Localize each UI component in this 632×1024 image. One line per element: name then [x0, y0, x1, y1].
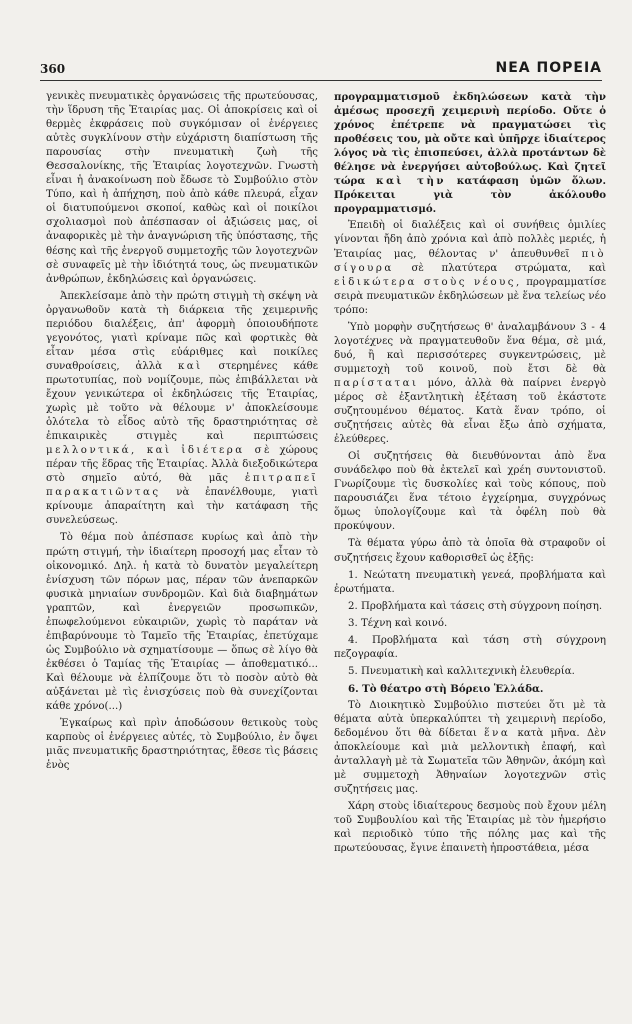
paragraph: Ἐπειδὴ οἱ διαλέξεις καὶ οἱ συνήθεις ὁμιλίες γίνονται ἤδη ἀπὸ χρόνια καὶ ἀπὸ πολλὲς μεριές, ἡ Ἑταιρίας μας, θέλοντας ν' ἀπευθυνθεῖ πιὸ σίγουρα σὲ πλατύτερα στρώματα, καὶ εἰδικώτερα στοὺς νέους, προγραμματίσε σειρὰ πνευματικῶν ἐκδηλώσεων μὲ ἕνα τελείως νέο τρόπο:	[334, 220, 606, 316]
paragraph: Τὸ θέμα ποὺ ἀπέσπασε κυρίως καὶ ἀπὸ τὴν πρώτη στιγμή, τὴν ἰδιαίτερη προσοχή μας εἶταν τὸ οἰκονομικό. Δηλ. ἡ κατὰ τὸ δυνατὸν μεγαλείτερη ἐνίσχυση τῶν πόρων μας, πέραν τῶν ἀνεπαρκῶν φυσικὰ μηνιαίων συνδρομῶν. Καὶ διὰ διαβημάτων γραπτῶν, καὶ ἐνεργειῶν προσωπικῶν, ἐπωφελούμενοι εὐκαιριῶν, χωρὶς τὸ παράταν νὰ ἐπιβαρύνουμε τὸ Ταμεῖο τῆς Ἑταιρίας, ἐπετύχαμε ὡς Συμβούλιο νὰ σχηματίσουμε — ὅπως σὲ λίγο θὰ ἐκθέσει ὁ Ταμίας τῆς Ἑταιρίας — ἀποθεματικό... Καὶ θέλουμε νὰ ἐλπίζουμε ὅτι τὸ ποσὸν αὐτὸ θὰ αὐξάνεται μὲ τὶς ἐνισχύσεις ποὺ θὰ συνεχίζονται κάθε χρόνο(...)	[46, 532, 318, 713]
spaced-text: μελλοντικά, καὶ ἰδιέτερα σὲ	[46, 445, 272, 457]
paragraph: Χάρη στοὺς ἰδιαίτερους δεσμοὺς ποὺ ἔχουν μέλη τοῦ Συμβουλίου καὶ τῆς Ἑταιρίας μὲ τὸν ἡμερήσιο καὶ περιοδικὸ τύπο τῆς πόλης μας καὶ τῆς πρωτεύουσας, ἔγινε ἐπαινετὴ ἠπροστάθεια, μέσα	[334, 801, 606, 855]
paragraph: Οἱ συζητήσεις θὰ διευθύνονται ἀπὸ ἕνα συνάδελφο ποὺ θὰ ἐκτελεῖ καὶ χρέη συντονιστοῦ. Γνωρίζουμε τὶς δυσκολίες καὶ τοὺς κόπους, ποὺ παρουσιάζει ἕνα τέτοιο ἐγχείρημα, συγχρόνως ὅμως ὑπολογίζουμε καὶ τὰ ὀφέλη ποὺ θὰ προκύψουν.	[334, 451, 606, 533]
left-column	[46, 90, 318, 1010]
paragraph: Τὸ Διοικητικὸ Συμβούλιο πιστεύει ὅτι μὲ τὰ θέματα αὐτὰ ὑπερκαλύπτει τὴ χειμερινὴ περίοδο, δεδομένου ὅτι θὰ δίδεται ἕνα κατὰ μῆνα. Δὲν ἀποκλείουμε καὶ μιὰ μελλοντικὴ ἐπαφή, καὶ ἀνταλλαγὴ μὲ τὰ Σωματεῖα τῶν Ἀθηνῶν, ἀκόμη καὶ μὲ συμμετοχὴ Ἀθηναίων λογοτεχνῶν στὶς συζητήσεις μας.	[334, 699, 606, 796]
list-item: 1. Νεώτατη πνευματικὴ γενεά, προβλήματα καὶ ἐρωτήματα.	[334, 569, 606, 595]
list-item: 3. Τέχνη καὶ κοινό.	[348, 617, 448, 629]
list-item: 6. Τὸ θέατρο στὴ Βόρειο Ἑλλάδα.	[348, 682, 544, 695]
spaced-text: καὶ	[177, 360, 203, 372]
page-header	[40, 56, 602, 76]
journal-title: ΝΕΑ ΠΟΡΕΙΑ	[495, 60, 602, 76]
paragraph: Ἐγκαίρως καὶ πρὶν ἀποδώσουν θετικοὺς τοὺς καρποὺς οἱ ἐνέργειες αὐτές, τὸ Συμβούλιο, ἐν ὄψει μιᾶς πνευματικῆς δραστηριότητας, ἔθεσε τὶς βάσεις ἑνὸς	[46, 718, 318, 772]
header-rule	[40, 80, 602, 81]
paragraph: γενικὲς πνευματικὲς ὀργανώσεις τῆς πρωτεύουσας, τὴν ἵδρυση τῆς Ἑταιρίας μας. Οἱ ἀποκρίσεις καὶ οἱ θερμὲς ἐκφράσεις ποὺ συγκόμισαν οἱ ἐνέργειες αὐτὲς συγκλίνουν στὴν εὐχάριστη διαπίστωση τῆς παρουσίας στὴν πνευματικὴ ζωὴ τῆς Θεσσαλονίκης, τῆς Ἑταιρίας λογοτεχνῶν. Γνωστὴ εἶναι ἡ ἀνακοίνωση ποὺ ἔδωσε τὸ Συμβούλιο στὸν Τύπο, καὶ ἡ ἀπήχηση, ποὺ ἀπὸ κάθε πλευρά, εἶχαν οἱ διατυπούμενοι σκοποί, καθὼς καὶ οἱ ποικίλοι σχολιασμοὶ ποὺ ἀπέσπασαν οἱ ἀξιώσεις μας, οἱ ἀναφορικὲς μὲ τὴν ἀναγνώριση τῆς ὑπόστασης, τῆς θέσης καὶ τῆς ἐνεργοῦ συμμετοχῆς τῶν λογοτεχνῶν σὲ συναφεῖς μὲ τὴν ἰδιότητά τους, ὡς πνευματικῶν ἀνθρώπων, ἐκδηλώσεις καὶ ὀργανώσεις.	[46, 91, 318, 285]
list-item: 5. Πνευματικὴ καὶ καλλιτεχνικὴ ἐλευθερία.	[348, 665, 575, 677]
right-column	[334, 90, 606, 1010]
list-item: 4. Προβλήματα καὶ τάση στὴ σύγχρονη πεζογραφία.	[334, 634, 606, 660]
paragraph: Τὰ θέματα γύρω ἀπὸ τὰ ὁποῖα θὰ στραφοῦν οἱ συζητήσεις ἔχουν καθορισθεῖ ὡς ἑξῆς:	[334, 538, 606, 564]
spaced-text: εἰδικώτερα στοὺς νέους,	[334, 276, 522, 288]
spaced-text: παρίσταται	[334, 377, 419, 389]
paragraph: Ὑπὸ μορφὴν συζητήσεως θ' ἀναλαμβάνουν 3 - 4 λογοτέχνες νὰ πραγματευθοῦν ἕνα θέμα, σὲ μιά, δυό, ἢ καὶ περισσότερες συγκεντρώσεις, μὲ συμμετοχὴ τοῦ κοινοῦ, ποὺ ἔτσι δὲ θὰ παρίσταται μόνο, ἀλλὰ θὰ παίρνει ἐνεργὸ μέρος σὲ ἐξαντλητικὴ ἐξέταση τοῦ ἑκάστοτε συζητουμένου θέματος. Κατὰ ἕναν τρόπο, οἱ συζητήσεις αὐτὲς θὰ εἶναι ἔξω ἀπὸ σχήματα, ἐλεύθερες.	[334, 321, 606, 446]
text-columns	[46, 90, 606, 1010]
spaced-text: καὶ τὴν	[375, 175, 446, 188]
paragraph: Ἀπεκλείσαμε ἀπὸ τὴν πρώτη στιγμὴ τὴ σκέψη νὰ ὀργανωθοῦν κατὰ τὴ διάρκεια τῆς χειμερινῆς περιόδου διαλέξεις, ἀπ' ἀφορμὴ ὁποιουδήποτε γεγονότος, γιατὶ κρίναμε πῶς καὶ φορτικὲς θὰ εἶταν μέσα στὶς εὐάριθμες καὶ ποικίλες συναθροίσεις, ἀλλὰ καὶ στερημένες κάθε πρωτοτυπίας, ποὺ νομίζουμε, πὼς ἐπιβάλλεται νὰ ἔχουν γενικώτερα οἱ ἐκδηλώσεις τῆς Ἑταιρίας, χωρὶς μὲ τοῦτο νὰ θέλουμε ν' ἀποκλείσουμε ὁλότελα τὸ εἶδος αὐτὸ τῆς δραστηριότητας σὲ ἐπικαιρικὲς στιγμὲς καὶ περιπτώσεις μελλοντικά, καὶ ἰδιέτερα σὲ χώρους πέραν τῆς ἕδρας τῆς Ἑταιρίας. Ἀλλὰ διεξοδικώτερα στὸ σημεῖο αὐτό, θὰ μᾶς ἐπιτραπεῖ παρακατιῶντας νὰ ἐπανέλθουμε, γιατὶ κρίνουμε ἀπαραίτητη καὶ τὴν κατάφαση τῆς συνελεύσεως.	[46, 290, 318, 527]
list-item: 2. Προβλήματα καὶ τάσεις στὴ σύγχρονη ποίηση.	[348, 600, 603, 612]
page-number: 360	[40, 62, 66, 76]
spaced-text: ἐπιτραπεῖ παρακατιῶντας	[46, 473, 318, 499]
paragraph: προγραμματισμοῦ ἐκδηλώσεων κατὰ τὴν ἀμέσως προσεχῆ χειμερινὴ περίοδο. Οὔτε ὁ χρόνος ἐπέτρεπε νὰ πραγματώσει τὶς προθέσεις του, μὰ οὔτε καὶ ὑπῆρχε ἰδιαίτερος λόγος νὰ τὶς ἐπισπεύσει, ἀλλὰ προτάντων δὲ θέλησε νὰ ἐνεργήσει αὐτοβούλως. Καὶ ζητεῖ τώρα καὶ τὴν κατάφαση ὑμῶν ὅλων. Πρόκειται γιὰ τὸν ἀκόλουθο προγραμματισμό.	[334, 91, 606, 216]
spaced-text: πιὸ σίγουρα	[334, 248, 606, 274]
spaced-text: ἕνα	[484, 728, 511, 740]
